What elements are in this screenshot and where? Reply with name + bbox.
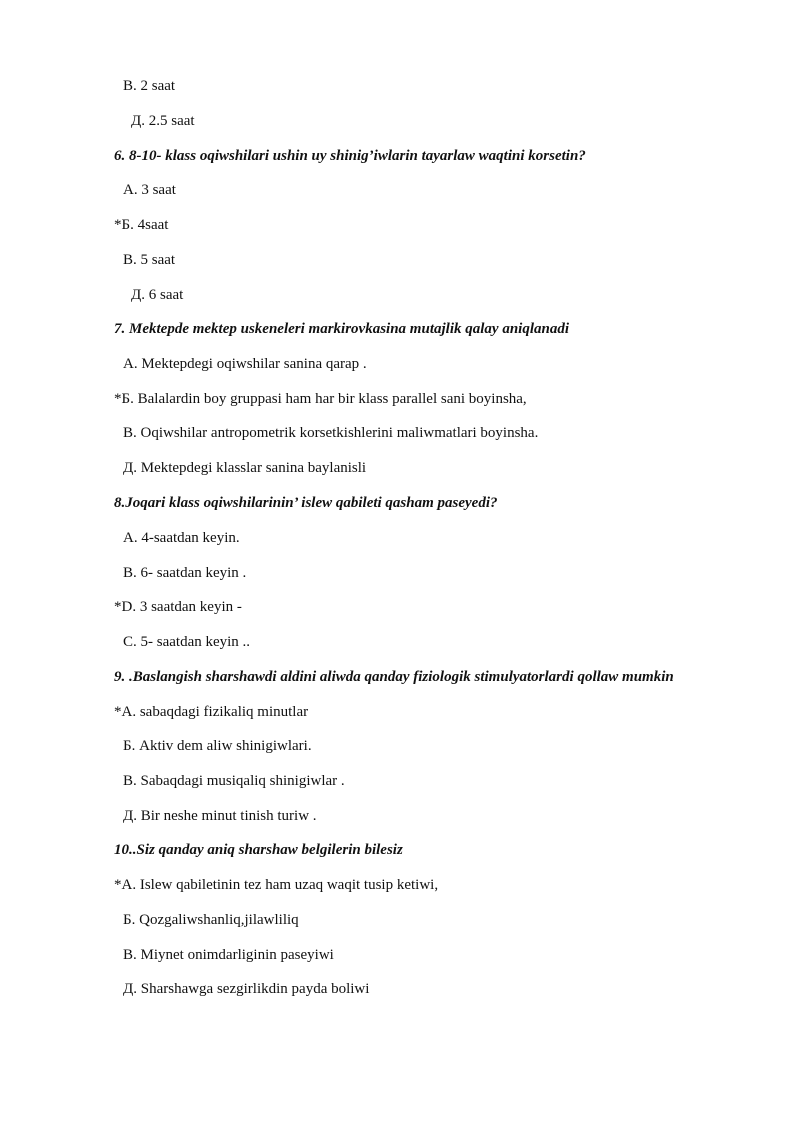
answer-option: Д. Mektepdegi klasslar sanina baylanisli — [123, 460, 367, 476]
answer-option: C. 5- saatdan keyin .. — [123, 634, 251, 650]
answer-option: A. Mektepdegi oqiwshilar sanina qarap . — [123, 356, 367, 372]
question-text: 7. Mektepde mektep uskeneleri markirovkasina mutajlik qalay aniqlanadi — [114, 321, 570, 337]
answer-option: A. 4-saatdan keyin. — [123, 530, 240, 546]
answer-option: В. Miynet onimdarliginin paseyiwi — [123, 947, 334, 963]
answer-option: В. Sabaqdagi musiqaliq shinigiwlar . — [123, 773, 345, 789]
answer-option: В. 2 saat — [123, 78, 176, 94]
answer-option: *A. sabaqdagi fizikaliq minutlar — [114, 704, 309, 720]
answer-option: *Б. 4saat — [114, 217, 169, 233]
answer-option: Д. Bir neshe minut tinish turiw . — [123, 808, 317, 824]
answer-option: Д. Sharshawga sezgirlikdin payda boliwi — [123, 981, 370, 997]
question-text: 6. 8-10- klass oqiwshilari ushin uy shinig’iwlarin tayarlaw waqtini korsetin? — [114, 148, 586, 164]
answer-option: *D. 3 saatdan keyin - — [114, 599, 242, 615]
answer-option: *A. Islew qabiletinin tez ham uzaq waqit tusip ketiwi, — [114, 877, 439, 893]
answer-option: Б. Qozgaliwshanliq,jilawliliq — [123, 912, 299, 928]
answer-option: A. 3 saat — [123, 182, 176, 198]
answer-option: *Б. Balalardin boy gruppasi ham har bir klass parallel sani boyinsha, — [114, 391, 527, 407]
answer-option: В. 5 saat — [123, 252, 176, 268]
answer-option: Д. 2.5 saat — [131, 113, 195, 129]
question-text: 9. .Baslangish sharshawdi aldini aliwda qanday fiziologik stimulyatorlardi qollaw mumkin — [114, 669, 674, 685]
answer-option: Б. Aktiv dem aliw shinigiwlari. — [123, 738, 312, 754]
answer-option: B. 6- saatdan keyin . — [123, 565, 247, 581]
answer-option: Д. 6 saat — [131, 287, 184, 303]
question-text: 10..Siz qanday aniq sharshaw belgilerin bilesiz — [114, 842, 403, 858]
answer-option: В. Oqiwshilar antropometrik korsetkishlerini maliwmatlari boyinsha. — [123, 425, 539, 441]
question-text: 8.Joqari klass oqiwshilarinin’ islew qabileti qasham paseyedi? — [114, 495, 498, 511]
